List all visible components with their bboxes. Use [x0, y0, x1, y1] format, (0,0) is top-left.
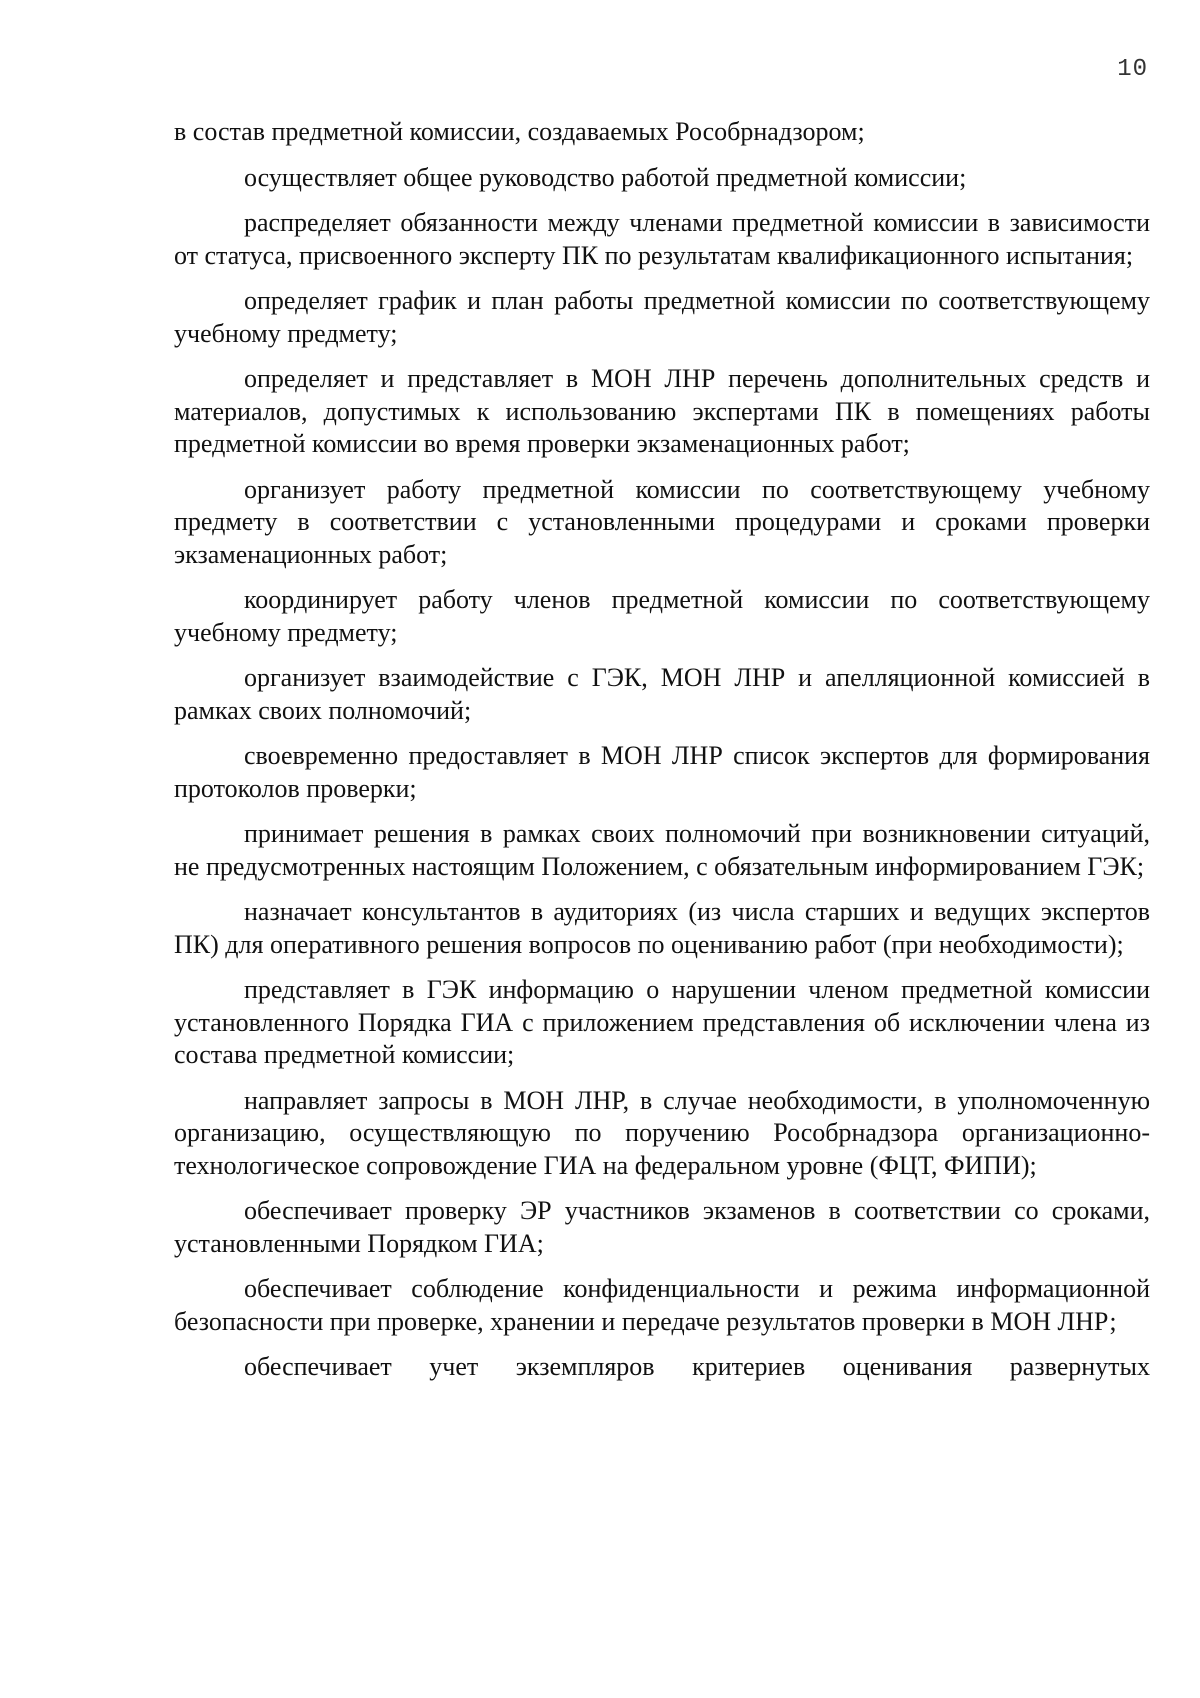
paragraph: обеспечивает проверку ЭР участников экзаменов в соответствии со сроками, установленными Порядком ГИА; — [174, 1196, 1150, 1258]
document-body — [174, 116, 1150, 1384]
paragraph: обеспечивает соблюдение конфиденциальности и режима информационной безопасности при проверке, хранении и передаче результатов проверки в МОН ЛНР; — [174, 1274, 1150, 1336]
paragraph: определяет и представляет в МОН ЛНР перечень дополнительных средств и материалов, допустимых к использованию экспертами ПК в помещениях работы предметной комиссии во время проверки экзаменационных работ; — [174, 364, 1150, 458]
paragraph: в состав предметной комиссии, создаваемых Рособрнадзором; — [174, 117, 865, 146]
paragraph: направляет запросы в МОН ЛНР, в случае необходимости, в уполномоченную организацию, осуществляющую по поручению Рособрнадзора организационно-технологическое сопровождение ГИА на федеральном уровне (ФЦТ, ФИПИ); — [174, 1085, 1150, 1180]
page-number: 10 — [1117, 56, 1148, 83]
paragraph: назначает консультантов в аудиториях (из числа старших и ведущих экспертов ПК) для оперативного решения вопросов по оцениванию работ (при необходимости); — [174, 897, 1150, 959]
paragraph: распределяет обязанности между членами предметной комиссии в зависимости от статуса, присвоенного эксперту ПК по результатам квалификационного испытания; — [174, 208, 1150, 270]
paragraph: своевременно предоставляет в МОН ЛНР список экспертов для формирования протоколов проверки; — [174, 741, 1150, 803]
paragraph: организует работу предметной комиссии по соответствующему учебному предмету в соответствии с установленными процедурами и сроками проверки экзаменационных работ; — [174, 474, 1150, 569]
paragraph: определяет график и план работы предметной комиссии по соответствующему учебному предмету; — [174, 286, 1150, 348]
paragraph: осуществляет общее руководство работой предметной комиссии; — [244, 162, 967, 192]
paragraph: координирует работу членов предметной комиссии по соответствующему учебному предмету; — [174, 585, 1150, 647]
paragraph: организует взаимодействие с ГЭК, МОН ЛНР и апелляционной комиссией в рамках своих полномочий; — [174, 663, 1150, 725]
paragraph: представляет в ГЭК информацию о нарушении членом предметной комиссии установленного Порядка ГИА с приложением представления об исключении члена из состава предметной комиссии; — [174, 975, 1150, 1069]
paragraph: обеспечивает учет экземпляров критериев оценивания развернутых — [244, 1352, 1150, 1381]
paragraph: принимает решения в рамках своих полномочий при возникновении ситуаций, не предусмотренных настоящим Положением, с обязательным информированием ГЭК; — [174, 819, 1150, 881]
